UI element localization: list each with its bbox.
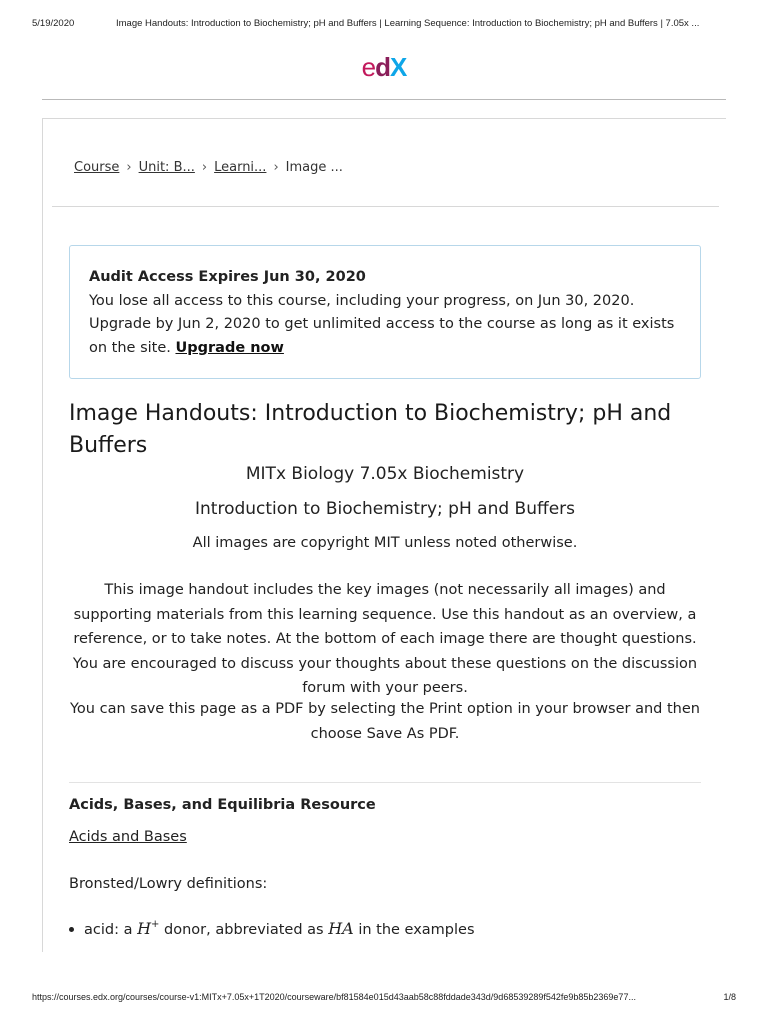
section-heading: Acids, Bases, and Equilibria Resource (69, 797, 376, 813)
math-ha: HA (328, 919, 354, 938)
page-counter: 1/8 (723, 992, 736, 1002)
bullet-icon (69, 927, 74, 932)
breadcrumb (74, 160, 343, 175)
print-date: 5/19/2020 (32, 18, 75, 29)
breadcrumb-divider (52, 206, 719, 207)
bullet-suffix: in the examples (358, 922, 475, 938)
edx-logo[interactable] (0, 52, 768, 83)
print-header (32, 18, 736, 32)
breadcrumb-learning-sequence[interactable]: Learni... (214, 160, 267, 175)
breadcrumb-current: Image ... (285, 160, 343, 175)
breadcrumb-course[interactable]: Course (74, 160, 120, 175)
math-plus: + (151, 919, 160, 930)
upgrade-now-link[interactable]: Upgrade now (175, 339, 284, 356)
course-subtitle: MITx Biology 7.05x Biochemistry (245, 464, 525, 484)
list-item (69, 919, 475, 938)
alert-access-text: You lose all access to this course, including your progress, on Jun 30, 2020. (89, 292, 635, 309)
logo-letter-d: d (375, 52, 390, 82)
acids-and-bases-link[interactable]: Acids and Bases (69, 829, 187, 845)
math-h-plus (137, 919, 159, 938)
math-h: H (137, 919, 152, 938)
copyright-note: All images are copyright MIT unless noted otherwise. (192, 535, 578, 551)
logo-letter-e: e (361, 52, 376, 82)
logo-letter-x: X (390, 52, 407, 82)
breadcrumb-chevron-icon: › (273, 160, 279, 175)
save-pdf-note: You can save this page as a PDF by selecting the Print option in your browser and then choose Save As PDF. (70, 701, 700, 742)
sequence-subtitle: Introduction to Biochemistry; pH and Buffers (195, 499, 575, 519)
header-divider (42, 99, 726, 100)
breadcrumb-chevron-icon: › (201, 160, 208, 175)
breadcrumb-chevron-icon: › (126, 160, 132, 175)
print-page-title: Image Handouts: Introduction to Biochemistry; pH and Buffers | Learning Sequence: Introduction to Biochemistry; pH and Buffers | 7.05x ... (116, 18, 700, 29)
page-title: Image Handouts: Introduction to Biochemistry; pH and Buffers (69, 401, 672, 458)
breadcrumb-unit[interactable]: Unit: B... (138, 160, 195, 175)
intro-paragraph: This image handout includes the key images (not necessarily all images) and supporting materials from this learning sequence. Use this handout as an overview, a reference, or to take notes. At the bottom of each image there are thought questions. You are encouraged to discuss your thoughts about these questions on the discussion forum with your peers. (72, 582, 698, 696)
section-divider (69, 782, 701, 783)
bullet-prefix: acid: a (84, 922, 133, 938)
audit-access-alert (69, 245, 701, 379)
alert-upgrade-text: Upgrade by Jun 2, 2020 to get unlimited access to the course as long as it exists on the site. (89, 316, 675, 356)
bullet-middle: donor, abbreviated as (164, 922, 324, 938)
alert-title: Audit Access Expires Jun 30, 2020 (89, 269, 366, 285)
definitions-label: Bronsted/Lowry definitions: (69, 876, 268, 892)
print-url: https://courses.edx.org/courses/course-v1:MITx+7.05x+1T2020/courseware/bf81584e015d43aab58c88fddade343d/9d68539289f542fe9b85b2369e77... (32, 992, 636, 1002)
print-footer (32, 992, 736, 1006)
